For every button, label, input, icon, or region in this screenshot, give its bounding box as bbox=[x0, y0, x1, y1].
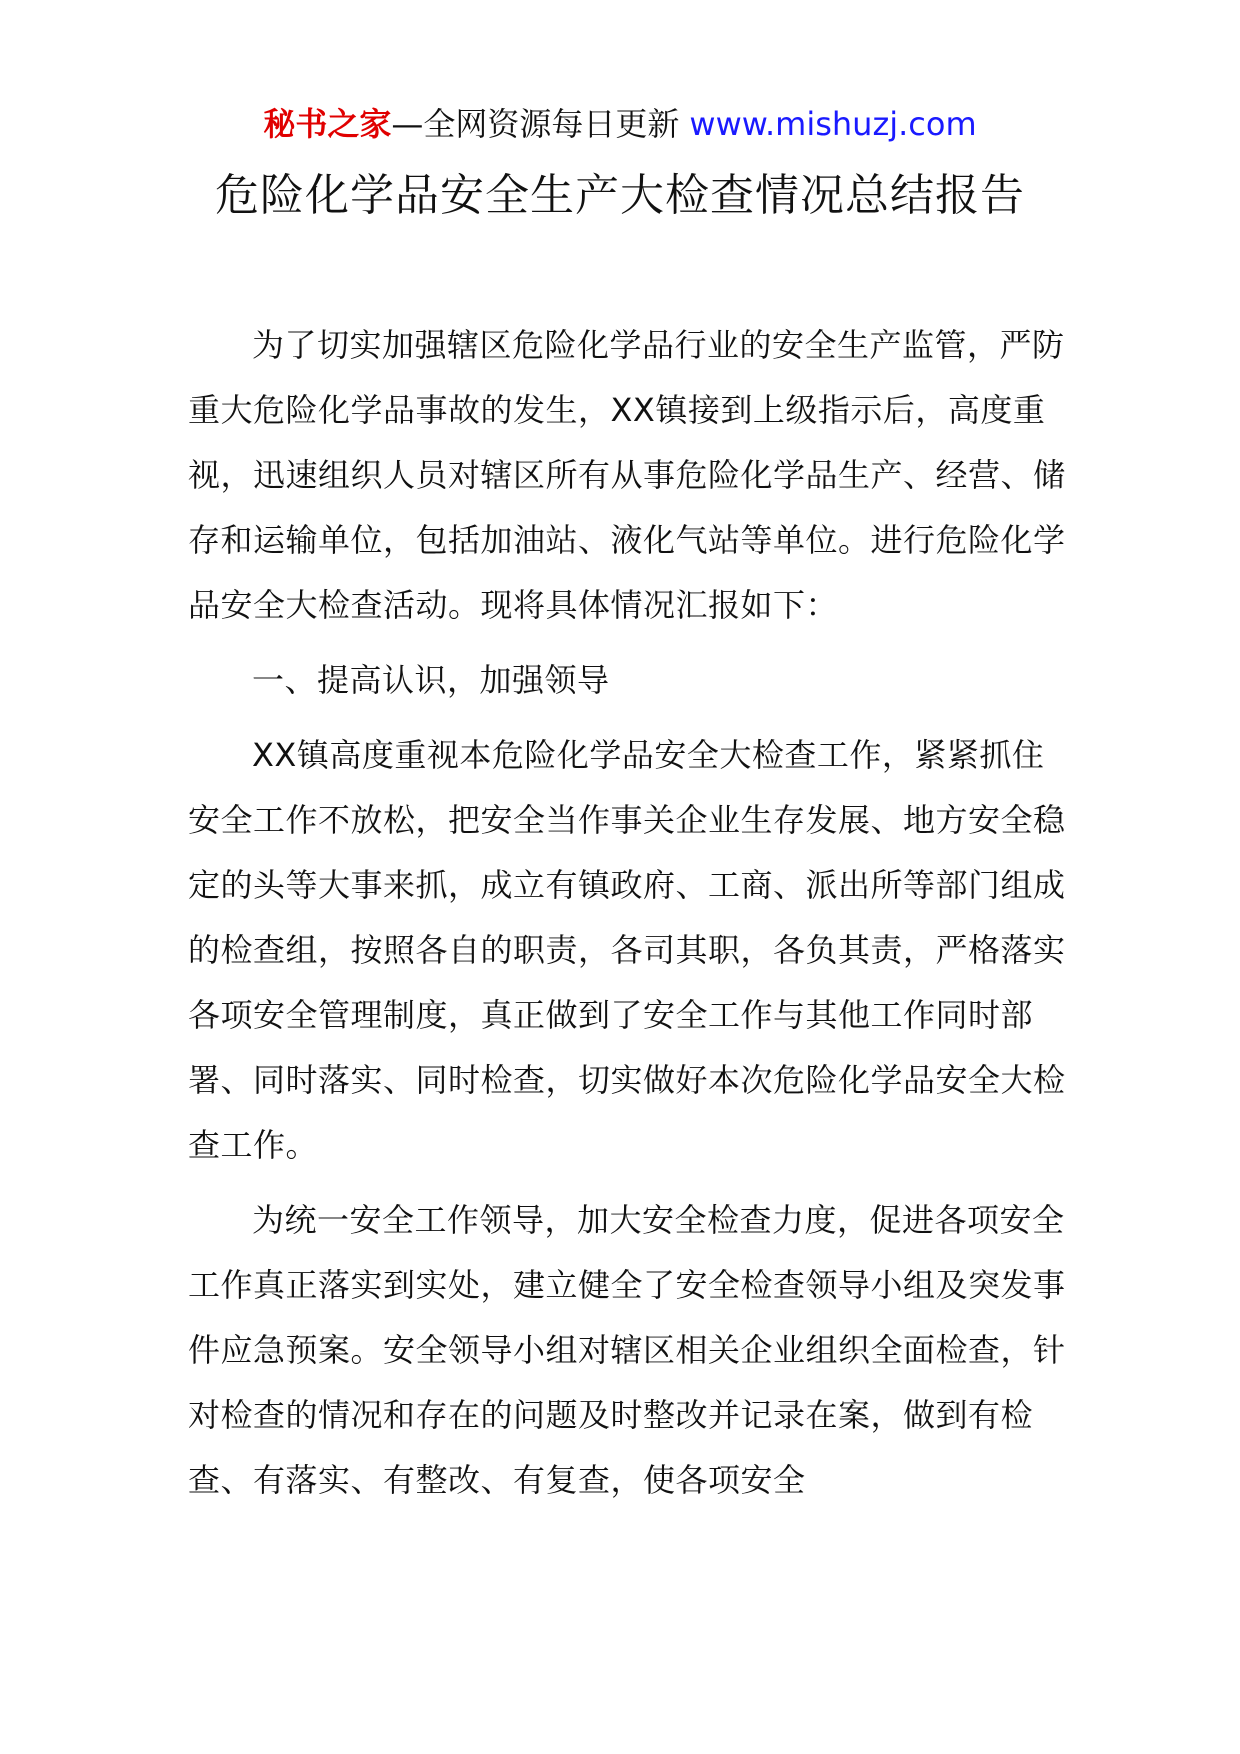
section-heading: 一、提高认识，加强领导 bbox=[252, 661, 610, 699]
document-title: 危险化学品安全生产大检查情况总结报告 bbox=[215, 170, 1025, 221]
paragraph-intro: 为了切实加强辖区危险化学品行业的安全生产监管，严防重大危险化学品事故的发生，XX镇接到上级指示后，高度重视，迅速组织人员对辖区所有从事危险化学品生产、经营、储存和运输单位，包括加油站、液化气站等单位。进行危险化学品安全大检查活动。现将具体情况汇报如下： bbox=[188, 326, 1066, 624]
header-tagline: —全网资源每日更新 bbox=[391, 105, 680, 143]
document-body bbox=[188, 313, 1068, 1513]
site-header bbox=[0, 102, 1240, 146]
paragraph-organization: 为统一安全工作领导，加大安全检查力度，促进各项安全工作真正落实到实处，建立健全了安全检查领导小组及突发事件应急预案。安全领导小组对辖区相关企业组织全面检查，针对检查的情况和存在的问题及时整改并记录在案，做到有检查、有落实、有整改、有复查，使各项安全 bbox=[188, 1201, 1066, 1499]
brand-name: 秘书之家 bbox=[263, 105, 392, 143]
paragraph-leadership: XX镇高度重视本危险化学品安全大检查工作，紧紧抓住安全工作不放松，把安全当作事关企业生存发展、地方安全稳定的头等大事来抓，成立有镇政府、工商、派出所等部门组成的检查组，按照各自的职责，各司其职，各负其责，严格落实各项安全管理制度，真正做到了安全工作与其他工作同时部署、同时落实、同时检查，切实做好本次危险化学品安全大检查工作。 bbox=[188, 736, 1066, 1164]
site-url-link[interactable]: www.mishuzj.com bbox=[689, 105, 977, 143]
